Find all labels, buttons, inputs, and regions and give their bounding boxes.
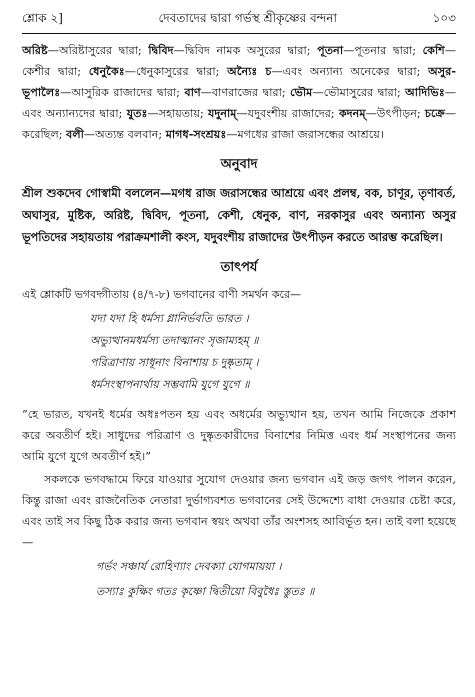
translation-heading: অনুবাদ: [220, 157, 258, 172]
synonym-term: অরিষ্ট: [22, 43, 48, 57]
synonym-meaning: —বাণরাজের দ্বারা;: [200, 86, 291, 99]
synonym-meaning: —ধেনুকাসুরের দ্বারা;: [124, 65, 228, 78]
synonym-meaning: —পূতনার দ্বারা;: [343, 44, 423, 57]
synonym-term: বলী: [66, 127, 84, 141]
synonym-meaning: —অত্যন্ত বলবান;: [83, 128, 166, 141]
verse-line: ধর্মসংস্থাপনার্থায় সম্ভবামি যুগে যুগে ॥: [90, 378, 250, 391]
synonym-term: বাণ: [184, 85, 201, 99]
verse-reference: শ্লোক ২]: [22, 11, 63, 25]
chapter-title: দেবতাদের দ্বারা গর্ভস্থ শ্রীকৃষ্ণের বন্দনা: [158, 11, 337, 25]
book-page: [22, 10, 456, 603]
synonym-term: অন্যৈঃ চ: [227, 64, 272, 78]
page-number: ১০৩: [432, 11, 456, 25]
bhagavatam-verse-block: [22, 556, 456, 603]
verse-line: তস্যাঃ কুক্ষিং গতঃ কৃষ্ণো দ্বিতীয়ো বিবুধৈঃ স্তুতঃ ॥: [96, 585, 315, 598]
synonym-meaning: —যদুবংশীয় রাজাদের;: [236, 107, 339, 120]
verse-line: অভ্যুত্থানমধর্মস্য তদাত্মানং সৃজাম্যহম্ ॥: [90, 334, 259, 347]
gita-verse-block: [22, 308, 456, 396]
synonym-term: অসুর-ভূপালৈঃ: [22, 64, 456, 99]
synonym-term: যুতঃ: [126, 106, 148, 120]
synonym-term: আদিভিঃ: [405, 85, 445, 99]
synonym-meaning: —মগধের রাজা জরাসন্ধের আশ্রয়ে।: [226, 128, 384, 141]
verse-line: যদা যদা হি ধর্মস্য গ্লানির্ভবতি ভারত ।: [90, 312, 249, 325]
purport-paragraph: সকলকে ভগবদ্ধামে ফিরে যাওয়ার সুযোগ দেওয়ার জন্য ভগবান এই জড় জগৎ পালন করেন, কিন্তু রাজা এবং রাজনৈতিক নেতারা দুর্ভাগ্যবশত ভগবানের সেই উদ্দেশ্যে বাধা দেওয়ার চেষ্টা করে, এবং তাই সব কিছু ঠিক করার জন্য ভগবান স্বয়ং অথবা তাঁর অংশসহ আবির্ভূত হন। তাই বলা হয়েছে—: [22, 473, 456, 549]
synonym-term: চক্রে: [424, 106, 445, 120]
synonym-term: ভৌম: [290, 85, 313, 99]
synonym-meaning: —দ্বিবিদ নামক অসুরের দ্বারা;: [173, 44, 318, 57]
synonym-term: মাগধ-সংশ্রয়ঃ: [165, 127, 227, 141]
synonym-term: পূতনা: [317, 43, 344, 57]
verse-translation-quote: “হে ভারত, যখনই ধর্মের অধঃপতন হয় এবং অধর্মের অভ্যুত্থান হয়, তখন আমি নিজেকে প্রকাশ করে অবতীর্ণ হই। সাধুদের পরিত্রাণ ও দুষ্কৃতকারীদের বিনাশের নিমিত্ত এবং ধর্ম সংস্থাপনের জন্য আমি যুগে যুগে অবতীর্ণ হই।”: [22, 408, 456, 463]
synonym-meaning: —এবং অন্যান্যদের দ্বারা;: [22, 86, 456, 120]
synonym-meaning: —সহায়তায়;: [147, 107, 209, 120]
synonym-term: কদনম্: [338, 106, 366, 120]
synonym-meaning: —অরিষ্টাসুরের দ্বারা;: [47, 44, 149, 57]
synonym-term: দ্বিবিদ: [148, 43, 174, 57]
synonym-meaning: —উৎপীড়ন;: [365, 107, 425, 120]
synonym-term: কেশি: [422, 43, 445, 57]
purport-heading: তাৎপর্য: [220, 260, 258, 275]
running-header: [22, 10, 456, 34]
synonym-term: ধেনুকৈঃ: [88, 64, 125, 78]
synonym-meaning: —ভৌমাসুরের দ্বারা;: [312, 86, 406, 99]
synonym-meaning: —আসুরিক রাজাদের দ্বারা;: [60, 86, 185, 99]
synonym-meaning: —করেছিল;: [22, 107, 456, 141]
synonym-meaning: —কেশীর দ্বারা;: [22, 44, 456, 78]
word-for-word-synonyms: [22, 40, 456, 145]
verse-line: গর্ভং সঞ্চার্য রোহিণ্যাং দেবক্যা যোগমায়য়া ।: [96, 560, 282, 573]
purport-intro: এই শ্লোকটি ভগবদ্গীতায় (৪/৭-৮) ভগবানের বাণী সমর্থন করে—: [22, 288, 301, 301]
translation-text: শ্রীল শুকদেব গোস্বামী বললেন—মগধ রাজ জরাসন্ধের আশ্রয়ে এবং প্রলম্ব, বক, চাণূর, তৃণাবর্ত, অঘাসুর, মুষ্টিক, অরিষ্ট, দ্বিবিদ, পূতনা, কেশী, ধেনুক, বাণ, নরকাসুর এবং অন্যান্য অসুর ভূপতিদের সহায়তায় পরাক্রমশালী কংস, যদুবংশীয় রাজাদের উৎপীড়ন করতে আরম্ভ করেছিল।: [22, 186, 456, 244]
verse-line: পরিত্রাণায় সাধূনাং বিনাশায় চ দুষ্কৃতাম্ ।: [90, 356, 259, 369]
synonym-meaning: —এবং অন্যান্য অনেকের দ্বারা;: [271, 65, 429, 78]
synonym-term: যদুনাম্: [208, 106, 237, 120]
